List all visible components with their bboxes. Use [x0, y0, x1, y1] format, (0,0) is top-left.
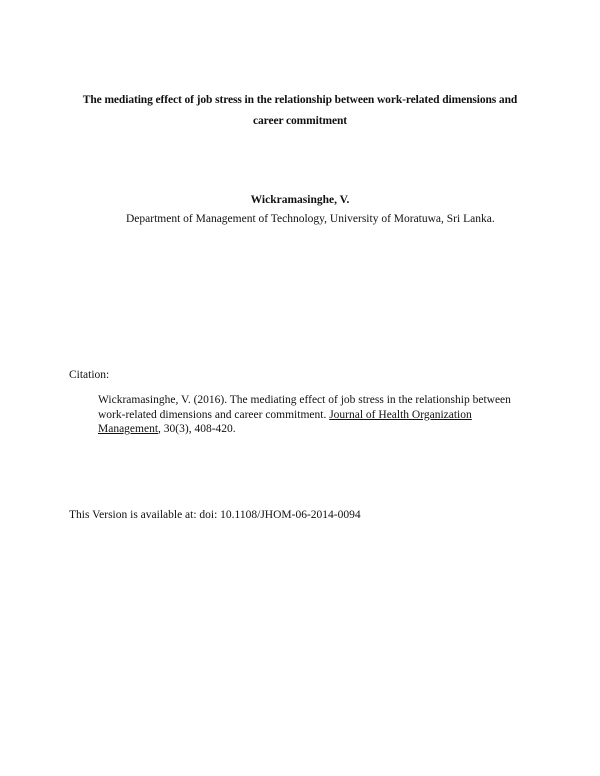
citation-article-title-part-2: work-related dimensions and career commitment.: [98, 408, 330, 421]
citation-article-title-part-1: The mediating effect of job stress in the relationship between: [229, 394, 511, 406]
journal-link[interactable]: Journal of Health Organization: [329, 408, 472, 421]
document-title-line-2: career commitment: [253, 115, 347, 127]
citation-line-3: [98, 422, 538, 437]
document-title-line-1: The mediating effect of job stress in the relationship between work-related dimensions and: [82, 94, 518, 106]
citation-line-2: [98, 408, 538, 423]
version-doi-note: This Version is available at: doi: 10.1108/JHOM-06-2014-0094: [69, 509, 361, 521]
citation-text: [98, 393, 538, 437]
citation-line-1: [98, 393, 538, 408]
journal-link-continued[interactable]: Management: [98, 423, 159, 435]
citation-label: Citation:: [69, 369, 110, 381]
author-name: Wickramasinghe, V.: [250, 194, 350, 206]
citation-volume-pages: , 30(3), 408-420.: [158, 423, 236, 435]
author-affiliation: Department of Management of Technology, University of Moratuwa, Sri Lanka.: [126, 213, 495, 225]
citation-author-year: Wickramasinghe, V. (2016).: [98, 394, 230, 406]
